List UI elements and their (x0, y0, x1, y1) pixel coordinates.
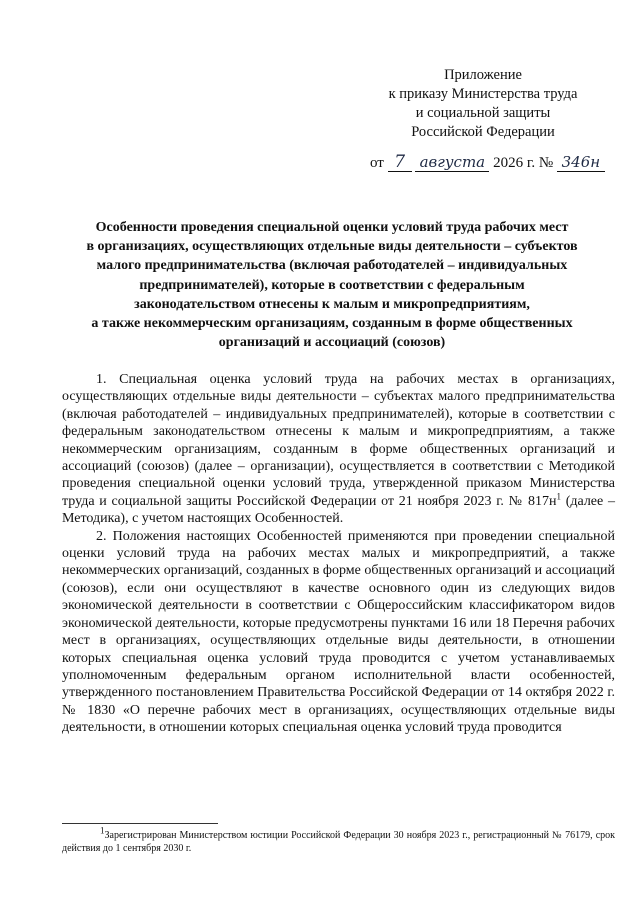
paragraph-2: 2. Положения настоящих Особенностей применяются при проведении специальной оценки условий труда на рабочих местах малых и микропредприятий, а также некоммерческих организаций, созданных в форме общественных организаций и ассоциаций (союзов), если они осуществляют в качестве основного один из следующих видов экономической деятельности в соответствии с Общероссийским классификатором видов экономической деятельности, которые предусмотрены пунктами 16 или 18 Перечня рабочих мест в организациях, осуществляющих отдельные виды деятельности, в отношении которых специальная оценка условий труда проводится с учетом устанавливаемых уполномоченным федеральным органом исполнительной власти особенностей, утвержденного постановлением Правительства Российской Федерации от 14 октября 2022 г. № 1830 «О перечне рабочих мест в организациях, осуществляющих отдельные виды деятельности, в отношении которых специальная оценка условий труда проводится (62, 528, 615, 736)
title-line: законодательством отнесены к малым и микропредприятиям, (134, 296, 530, 312)
document-body (62, 371, 615, 737)
appendix-line: к приказу Министерства труда (388, 86, 578, 102)
footnote-body (62, 825, 615, 855)
footnote-ref: 1 (556, 491, 561, 502)
document-title (62, 218, 602, 352)
appendix-header (376, 66, 590, 142)
footnote-mark: 1 (100, 825, 105, 836)
paragraph-1 (62, 371, 615, 528)
handwritten-order-number: 346н (557, 153, 605, 172)
title-line: а также некоммерческим организациям, созданным в форме общественных (91, 316, 573, 332)
paragraph-1-text: 1. Специальная оценка условий труда на рабочих местах в организациях, осуществляющих отдельные виды деятельности – субъектах малого предпринимательства (включая работодателей – индивидуальных предпринимателей), которые в соответствии с федеральным законодательством отнесены к малым и микропредприятиям, а также некоммерческим организациям, созданным в форме общественных организаций и ассоциаций (союзов) (далее – организации), осуществляется в соответствии с Методикой проведения специальной оценки условий труда, утвержденной приказом Министерства труда и социальной защиты Российской Федерации от 21 ноября 2023 г. № 817н (62, 372, 615, 509)
paragraph-1-tail: (далее – Методика), с учетом настоящих Особенностей. (62, 493, 615, 527)
dateline-year: 2026 г. № (493, 155, 554, 171)
footnote-separator (62, 823, 218, 824)
footnote-text: Зарегистрирован Министерством юстиции Российской Федерации 30 ноября 2023 г., регистрационный № 76179, срок действия до 1 сентября 2030 г. (62, 830, 615, 854)
title-line: Особенности проведения специальной оценки условий труда рабочих мест (95, 220, 569, 235)
footnote (62, 825, 615, 855)
appendix-line: Российской Федерации (411, 124, 555, 140)
dateline-from: от (370, 155, 384, 171)
order-dateline (370, 152, 620, 174)
title-line: малого предпринимательства (включая работодателей – индивидуальных (96, 258, 568, 274)
title-line: предпринимателей), которые в соответствии с федеральным (139, 277, 525, 293)
handwritten-month: августа (415, 153, 489, 172)
handwritten-day: 7 (388, 153, 412, 172)
appendix-line: Приложение (444, 67, 522, 83)
title-line: в организациях, осуществляющих отдельные виды деятельности – субъектов (86, 239, 578, 255)
appendix-line: и социальной защиты (415, 105, 551, 121)
title-line: организаций и ассоциаций (союзов) (218, 335, 446, 351)
